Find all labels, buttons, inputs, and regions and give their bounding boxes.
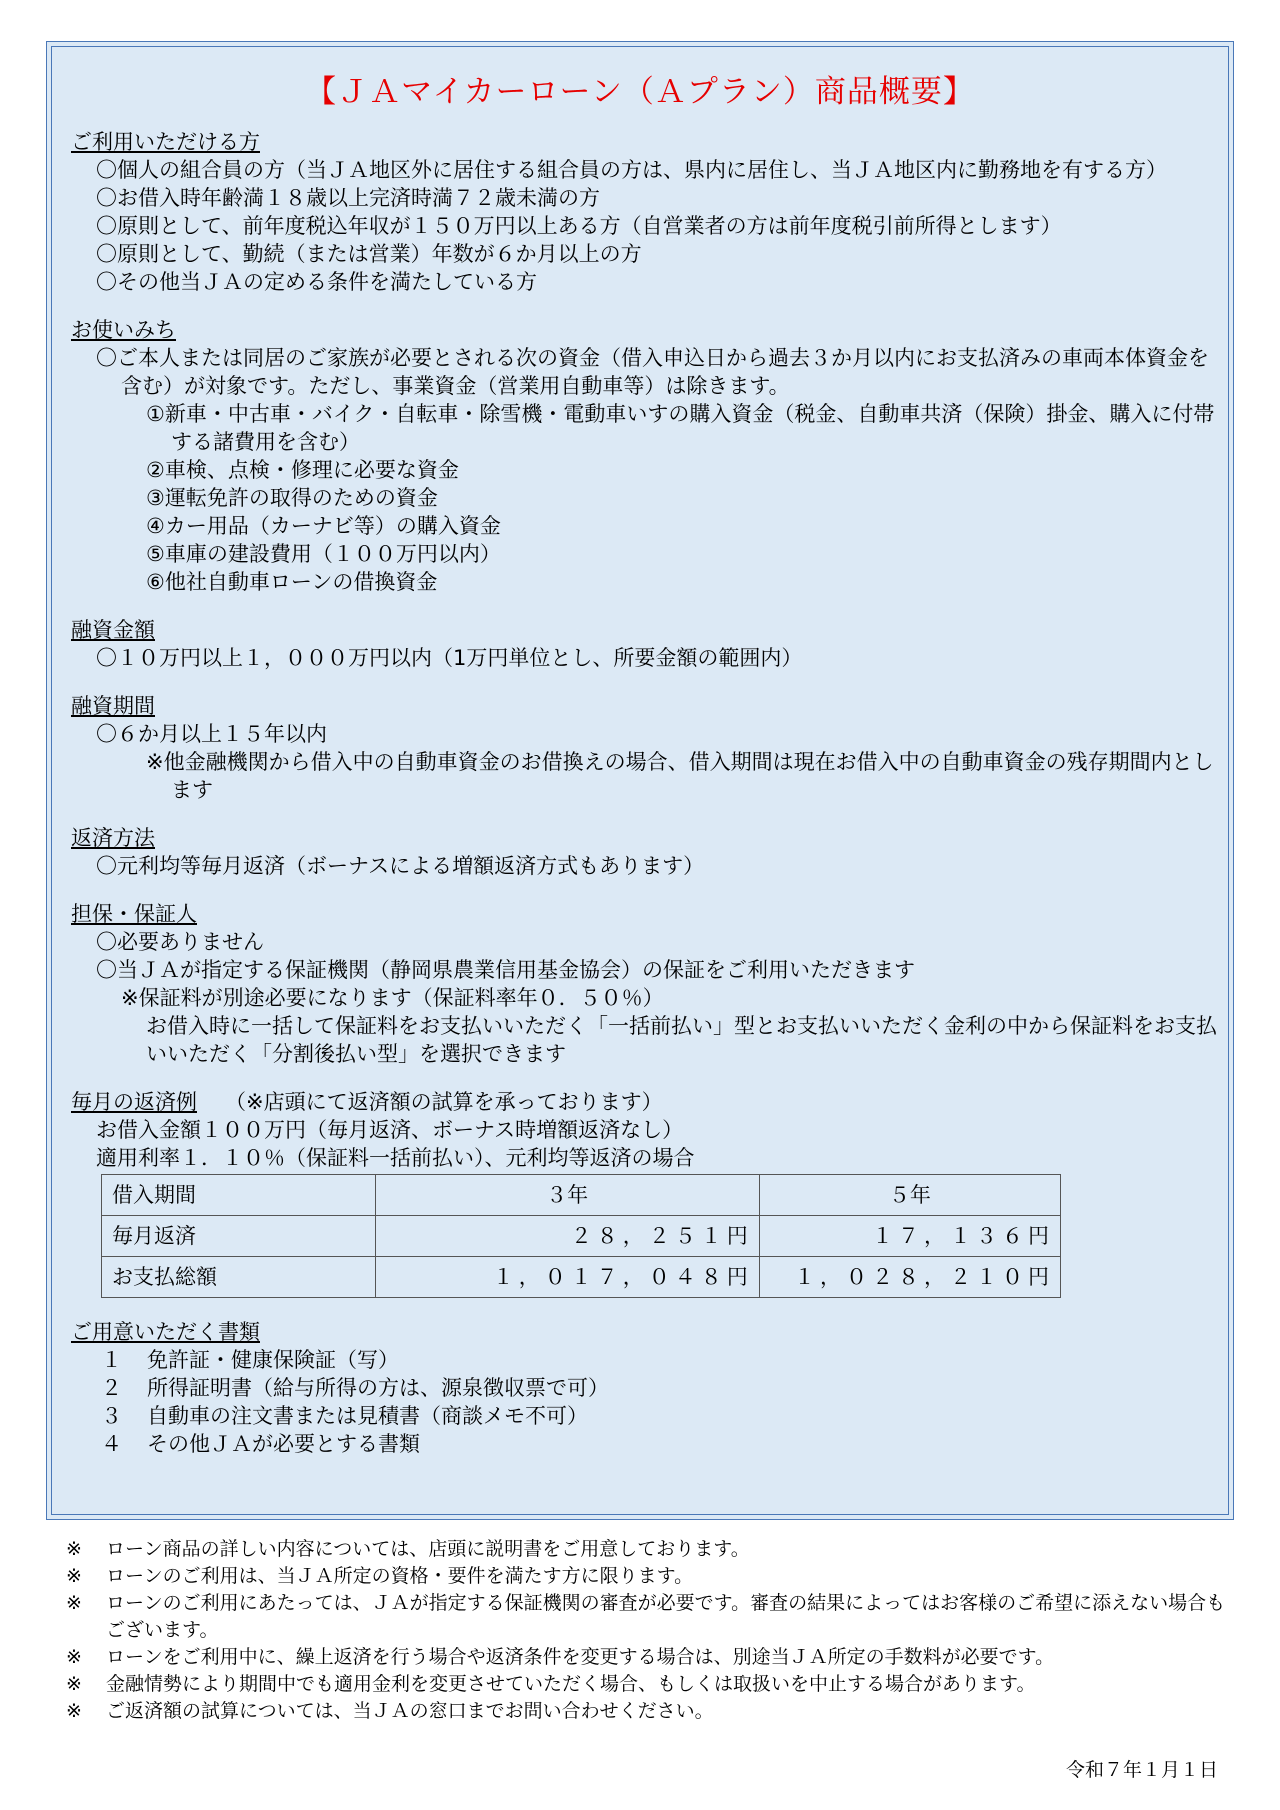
section-heading: 返済方法	[71, 826, 155, 850]
footnote	[66, 1590, 1236, 1644]
table-row	[102, 1257, 1061, 1298]
list-item: ③運転免許の取得のための資金	[146, 486, 438, 510]
footnote-text: 金融情勢により期間中でも適用金利を変更させていただく場合、もしくは取扱いを中止する場合があります。	[106, 1673, 1036, 1695]
footnote	[66, 1644, 1236, 1671]
section-heading: 毎月の返済例	[71, 1090, 197, 1114]
list-item	[71, 1374, 1221, 1402]
item-text: 所得証明書（給与所得の方は、源泉徴収票で可）	[147, 1376, 609, 1400]
example-line: お借入金額１００万円（毎月返済、ボーナス時増額返済なし）	[96, 1118, 684, 1142]
footnote-mark: ※	[66, 1646, 82, 1668]
table-cell: お支払総額	[102, 1257, 376, 1298]
footnote-mark: ※	[66, 1565, 82, 1587]
table-header-cell: 借入期間	[102, 1175, 376, 1216]
list-item: ②車検、点検・修理に必要な資金	[146, 458, 459, 482]
list-item: ⑤車庫の建設費用（１００万円以内）	[146, 542, 501, 566]
list-item	[71, 1430, 1221, 1458]
list-item: 〇当ＪＡが指定する保証機関（静岡県農業信用基金協会）の保証をご利用いただきます	[96, 958, 915, 982]
table-cell: １，０２８，２１０円	[759, 1257, 1060, 1298]
list-item: 〇１０万円以上１，０００万円以内（1万円単位とし、所要金額の範囲内）	[96, 646, 803, 670]
list-item	[71, 1402, 1221, 1430]
period-note: ※他金融機関から借入中の自動車資金のお借換えの場合、借入期間は現在お借入中の自動車資金の残存期間内とします	[146, 750, 1214, 802]
table-header-cell: ５年	[759, 1175, 1060, 1216]
collateral-note: ※保証料が別途必要になります（保証料率年０．５０％）	[121, 986, 664, 1010]
repayment-table	[101, 1174, 1061, 1298]
table-row	[102, 1216, 1061, 1257]
section-usage	[71, 316, 1221, 596]
collateral-note-detail: お借入時に一括して保証料をお支払いいただく「一括前払い」型とお支払いいただく金利の中から保証料をお支払いいただく「分割後払い型」を選択できます	[146, 1014, 1217, 1066]
item-text: 自動車の注文書または見積書（商談メモ不可）	[147, 1404, 588, 1428]
list-item: ④カー用品（カーナビ等）の購入資金	[146, 514, 501, 538]
footnote-text: ローンのご利用は、当ＪＡ所定の資格・要件を満たす方に限ります。	[106, 1565, 694, 1587]
section-heading: 融資金額	[71, 618, 155, 642]
section-documents	[71, 1318, 1221, 1458]
item-text: その他ＪＡが必要とする書類	[147, 1432, 420, 1456]
list-item: 〇その他当ＪＡの定める条件を満たしている方	[96, 270, 537, 294]
section-repayment-method	[71, 824, 1221, 880]
item-number: ４	[101, 1432, 122, 1456]
footnote-text: ローンのご利用にあたっては、ＪＡが指定する保証機関の審査が必要です。審査の結果によってはお客様のご希望に添えない場合もございます。	[106, 1592, 1226, 1641]
table-header-cell: ３年	[375, 1175, 759, 1216]
list-item: 〇原則として、勤続（または営業）年数が６か月以上の方	[96, 242, 642, 266]
item-text: 免許証・健康保険証（写）	[147, 1348, 399, 1372]
footnote-mark: ※	[66, 1538, 82, 1560]
section-heading: 担保・保証人	[71, 902, 197, 926]
list-item: 〇必要ありません	[96, 930, 264, 954]
footnote-mark: ※	[66, 1592, 82, 1614]
section-period	[71, 692, 1221, 804]
list-item: 〇原則として、前年度税込年収が１５０万円以上ある方（自営業者の方は前年度税引前所得とします）	[96, 214, 1062, 238]
usage-intro: 〇ご本人または同居のご家族が必要とされる次の資金（借入申込日から過去３か月以内にお支払済みの車両本体資金を含む）が対象です。ただし、事業資金（営業用自動車等）は除きます。	[96, 346, 1209, 398]
example-line: 適用利率１．１０％（保証料一括前払い）、元利均等返済の場合	[96, 1146, 695, 1170]
footnote	[66, 1698, 1236, 1725]
list-item: 〇お借入時年齢満１８歳以上完済時満７２歳未満の方	[96, 186, 600, 210]
section-heading: お使いみち	[71, 318, 176, 342]
item-number: ３	[101, 1404, 122, 1428]
section-heading-note: （※店頭にて返済額の試算を承っております）	[225, 1090, 663, 1114]
content	[71, 128, 1221, 1478]
list-item: ①新車・中古車・バイク・自転車・除雪機・電動車いすの購入資金（税金、自動車共済（保険）掛金、購入に付帯する諸費用を含む）	[146, 402, 1215, 454]
section-amount	[71, 616, 1221, 672]
table-cell: １，０１７，０４８円	[375, 1257, 759, 1298]
section-heading: 融資期間	[71, 694, 155, 718]
list-item: 〇個人の組合員の方（当ＪＡ地区外に居住する組合員の方は、県内に居住し、当ＪＡ地区内に勤務地を有する方）	[96, 158, 1167, 182]
issue-date: 令和７年１月１日	[1065, 1759, 1218, 1781]
list-item: 〇元利均等毎月返済（ボーナスによる増額返済方式もあります）	[96, 854, 705, 878]
footnote-text: ローンをご利用中に、繰上返済を行う場合や返済条件を変更する場合は、別途当ＪＡ所定の手数料が必要です。	[106, 1646, 1055, 1668]
section-example	[71, 1088, 1221, 1298]
section-eligibility	[71, 128, 1221, 296]
section-heading: ご用意いただく書類	[71, 1320, 260, 1344]
table-cell: １７，１３６円	[759, 1216, 1060, 1257]
section-collateral	[71, 900, 1221, 1068]
table-cell: ２８，２５１円	[375, 1216, 759, 1257]
list-item: ⑥他社自動車ローンの借換資金	[146, 570, 438, 594]
item-number: １	[101, 1348, 122, 1372]
footnote-mark: ※	[66, 1673, 82, 1695]
overview-panel	[46, 41, 1234, 1520]
table-cell: 毎月返済	[102, 1216, 376, 1257]
footnotes	[66, 1536, 1236, 1725]
footnote-mark: ※	[66, 1700, 82, 1722]
footnote	[66, 1536, 1236, 1563]
footnote-text: ローン商品の詳しい内容については、店頭に説明書をご用意しております。	[106, 1538, 750, 1560]
footnote-text: ご返済額の試算については、当ＪＡの窓口までお問い合わせください。	[106, 1700, 714, 1722]
list-item: 〇６か月以上１５年以内	[96, 722, 327, 746]
list-item	[71, 1346, 1221, 1374]
section-heading: ご利用いただける方	[71, 130, 260, 154]
page-title: 【ＪＡマイカーローン（Ａプラン）商品概要】	[305, 74, 975, 110]
item-number: ２	[101, 1376, 122, 1400]
table-header-row	[102, 1175, 1061, 1216]
footnote	[66, 1563, 1236, 1590]
footnote	[66, 1671, 1236, 1698]
